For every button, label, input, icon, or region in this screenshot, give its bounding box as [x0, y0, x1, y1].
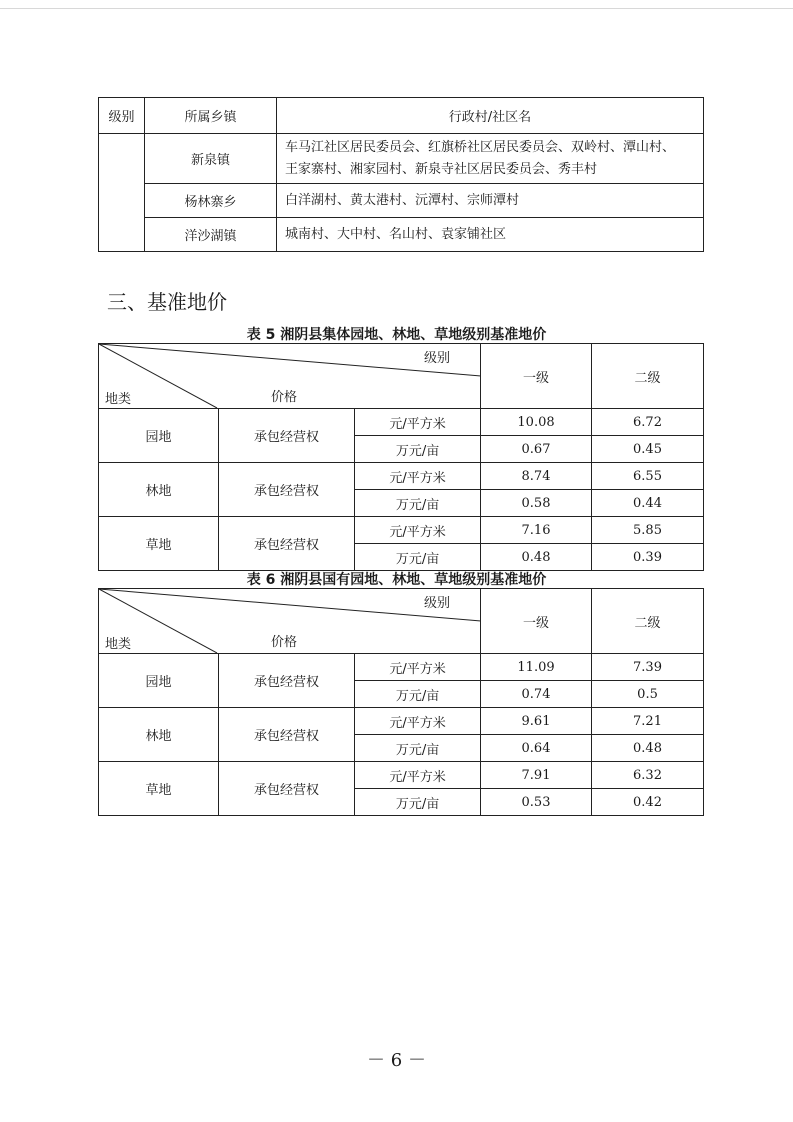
table6-caption: 表 6 湘阴县国有园地、林地、草地级别基准地价	[246, 572, 547, 588]
table-header-row	[99, 589, 704, 654]
header-grade-1: 一级	[481, 589, 592, 654]
value-cell: 0.44	[592, 490, 704, 517]
villages-line: 王家寨村、湘家园村、新泉寺社区居民委员会、秀丰村	[285, 161, 598, 177]
value-cell: 0.74	[481, 681, 592, 708]
right-cell: 承包经营权	[219, 762, 355, 816]
value-cell: 0.42	[592, 789, 704, 816]
label-price: 价格	[271, 390, 298, 405]
page-top-divider	[0, 8, 793, 9]
header-grade-2: 二级	[592, 344, 704, 409]
header-villages: 行政村/社区名	[277, 98, 704, 134]
table-row	[99, 134, 704, 184]
table-row	[99, 654, 704, 681]
value-cell: 0.5	[592, 681, 704, 708]
header-level: 级别	[99, 98, 145, 134]
table-row	[99, 463, 704, 490]
township-cell: 杨林寨乡	[145, 184, 277, 218]
table-header-row	[99, 344, 704, 409]
value-cell: 11.09	[481, 654, 592, 681]
land-type-cell: 林地	[99, 708, 219, 762]
value-cell: 7.21	[592, 708, 704, 735]
unit-cell: 元/平方米	[355, 517, 481, 544]
right-cell: 承包经营权	[219, 409, 355, 463]
value-cell: 0.67	[481, 436, 592, 463]
land-type-cell: 林地	[99, 463, 219, 517]
label-level: 级别	[424, 596, 451, 611]
unit-cell: 元/平方米	[355, 708, 481, 735]
unit-cell: 元/平方米	[355, 654, 481, 681]
value-cell: 7.91	[481, 762, 592, 789]
unit-cell: 万元/亩	[355, 490, 481, 517]
diagonal-header-cell	[99, 589, 481, 654]
value-cell: 7.39	[592, 654, 704, 681]
unit-cell: 万元/亩	[355, 681, 481, 708]
level-cell	[99, 134, 145, 252]
table5	[98, 343, 704, 571]
label-land-type: 地类	[105, 637, 132, 652]
value-cell: 0.53	[481, 789, 592, 816]
value-cell: 6.72	[592, 409, 704, 436]
township-cell: 洋沙湖镇	[145, 218, 277, 252]
villages-cell	[277, 134, 704, 184]
section-heading: 三、基准地价	[107, 290, 227, 314]
value-cell: 0.48	[592, 735, 704, 762]
table-row	[99, 517, 704, 544]
land-type-cell: 草地	[99, 517, 219, 571]
value-cell: 6.55	[592, 463, 704, 490]
header-township: 所属乡镇	[145, 98, 277, 134]
unit-cell: 万元/亩	[355, 735, 481, 762]
unit-cell: 万元/亩	[355, 544, 481, 571]
unit-cell: 元/平方米	[355, 762, 481, 789]
label-level: 级别	[424, 351, 451, 366]
value-cell: 0.64	[481, 735, 592, 762]
land-type-cell: 园地	[99, 409, 219, 463]
label-land-type: 地类	[105, 392, 132, 407]
right-cell: 承包经营权	[219, 463, 355, 517]
table6	[98, 588, 704, 816]
value-cell: 8.74	[481, 463, 592, 490]
villages-line: 车马江社区居民委员会、红旗桥社区居民委员会、双岭村、潭山村、	[285, 139, 676, 155]
header-grade-1: 一级	[481, 344, 592, 409]
value-cell: 0.58	[481, 490, 592, 517]
table-row	[99, 409, 704, 436]
table-header-row	[99, 98, 704, 134]
label-price: 价格	[271, 635, 298, 650]
header-grade-2: 二级	[592, 589, 704, 654]
unit-cell: 万元/亩	[355, 436, 481, 463]
table-row	[99, 708, 704, 735]
table-row	[99, 184, 704, 218]
value-cell: 0.48	[481, 544, 592, 571]
page-number: － 6 －	[367, 1050, 426, 1071]
unit-cell: 元/平方米	[355, 463, 481, 490]
village-table	[98, 97, 704, 252]
value-cell: 5.85	[592, 517, 704, 544]
table-row	[99, 762, 704, 789]
value-cell: 0.45	[592, 436, 704, 463]
value-cell: 10.08	[481, 409, 592, 436]
township-cell: 新泉镇	[145, 134, 277, 184]
value-cell: 9.61	[481, 708, 592, 735]
unit-cell: 元/平方米	[355, 409, 481, 436]
right-cell: 承包经营权	[219, 708, 355, 762]
villages-cell: 城南村、大中村、名山村、袁家铺社区	[277, 218, 704, 252]
land-type-cell: 草地	[99, 762, 219, 816]
table-row	[99, 218, 704, 252]
unit-cell: 万元/亩	[355, 789, 481, 816]
value-cell: 0.39	[592, 544, 704, 571]
land-type-cell: 园地	[99, 654, 219, 708]
diagonal-header-cell	[99, 344, 481, 409]
table5-caption: 表 5 湘阴县集体园地、林地、草地级别基准地价	[246, 327, 547, 343]
right-cell: 承包经营权	[219, 654, 355, 708]
value-cell: 6.32	[592, 762, 704, 789]
right-cell: 承包经营权	[219, 517, 355, 571]
villages-cell: 白洋湖村、黄太港村、沅潭村、宗师潭村	[277, 184, 704, 218]
value-cell: 7.16	[481, 517, 592, 544]
